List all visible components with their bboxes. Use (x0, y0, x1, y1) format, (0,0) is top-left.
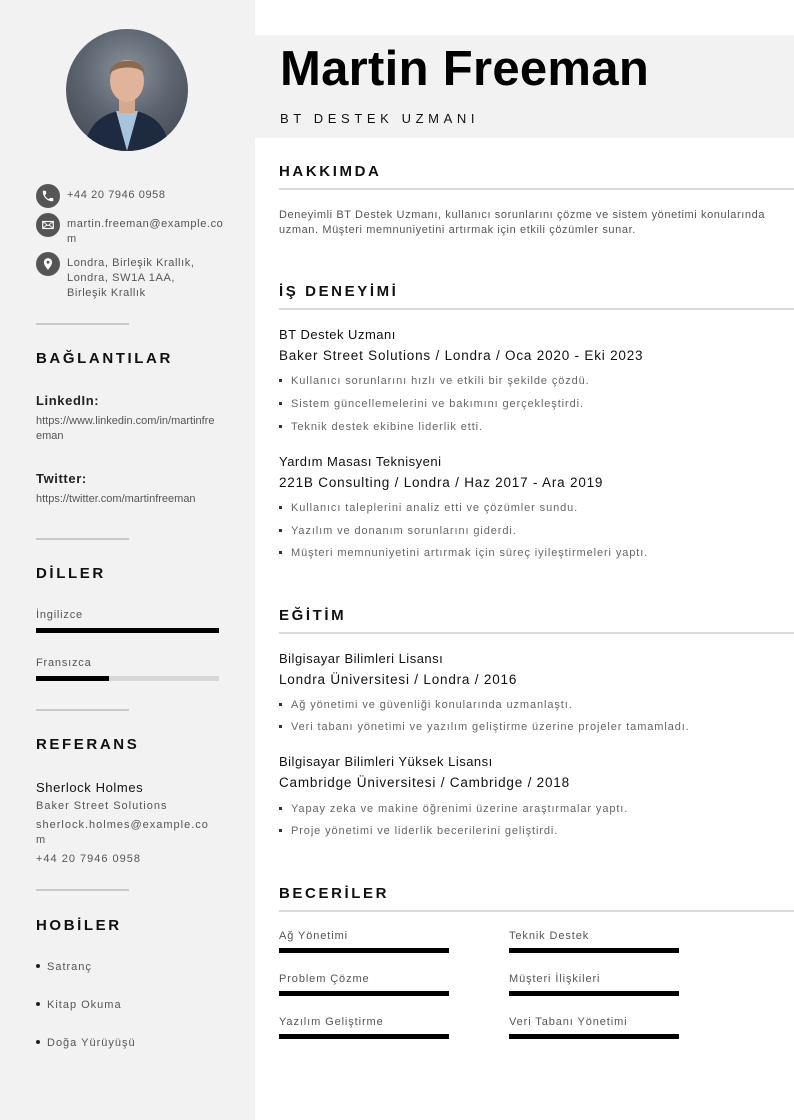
location-pin-icon (36, 252, 60, 276)
bullet-icon (279, 379, 282, 382)
bullet-icon (279, 506, 282, 509)
divider (36, 889, 129, 891)
profile-photo (66, 29, 188, 151)
experience-bullet: Yazılım ve donanım sorunlarını giderdi. (279, 525, 517, 537)
education-degree: Bilgisayar Bilimleri Yüksek Lisansı (279, 754, 493, 769)
section-divider (279, 632, 794, 634)
resume-header (255, 35, 794, 138)
about-text: Deneyimli BT Destek Uzmanı, kullanıcı sorunlarını çözme ve sistem yönetimi konularında uzman. Müşteri memnuniyetini artırmak için etkili çözümler sunar. (279, 209, 766, 236)
job-title: BT DESTEK UZMANI (280, 111, 480, 126)
skill-level-bar (509, 1034, 679, 1039)
section-divider (279, 910, 794, 912)
skill-level-bar (509, 991, 679, 996)
bullet-icon (279, 425, 282, 428)
experience-heading: İŞ DENEYİMİ (279, 283, 399, 300)
hobbies-heading: HOBİLER (36, 917, 122, 934)
twitter-label: Twitter: (36, 471, 87, 486)
bullet-icon (279, 529, 282, 532)
education-bullet: Veri tabanı yönetimi ve yazılım geliştirme üzerine projeler tamamladı. (279, 721, 690, 733)
experience-details: 221B Consulting / Londra / Haz 2017 - Ara 2019 (279, 475, 604, 490)
divider (36, 323, 129, 325)
divider (36, 538, 129, 540)
education-heading: EĞİTİM (279, 607, 347, 624)
skill-name: Ağ Yönetimi (279, 930, 349, 942)
education-details: Cambridge Üniversitesi / Cambridge / 2018 (279, 775, 570, 790)
full-name: Martin Freeman (280, 42, 650, 96)
experience-position: Yardım Masası Teknisyeni (279, 454, 442, 469)
phone-text: +44 20 7946 0958 (67, 189, 166, 201)
bullet-icon (279, 725, 282, 728)
contact-phone (36, 184, 226, 208)
experience-bullet: Kullanıcı sorunlarını hızlı ve etkili bir şekilde çözdü. (279, 375, 590, 387)
skill-name: Teknik Destek (509, 930, 590, 942)
language-name: İngilizce (36, 609, 83, 621)
contact-address (36, 252, 226, 301)
sidebar (0, 0, 255, 1120)
skill-name: Yazılım Geliştirme (279, 1016, 384, 1028)
bullet-icon (279, 807, 282, 810)
skill-level-bar (279, 948, 449, 953)
divider (36, 709, 129, 711)
bullet-icon (279, 402, 282, 405)
education-degree: Bilgisayar Bilimleri Lisansı (279, 651, 444, 666)
avatar (66, 29, 188, 151)
bullet-icon (36, 964, 40, 968)
linkedin-link[interactable]: https://www.linkedin.com/in/martinfreeman (36, 415, 215, 442)
reference-name: Sherlock Holmes (36, 780, 144, 795)
experience-details: Baker Street Solutions / Londra / Oca 2020 - Eki 2023 (279, 348, 644, 363)
language-level-bar (36, 628, 219, 633)
skill-level-bar (509, 948, 679, 953)
section-divider (279, 308, 794, 310)
education-bullet: Ağ yönetimi ve güvenliği konularında uzmanlaştı. (279, 699, 573, 711)
mail-icon (36, 213, 60, 237)
hobby-item: Kitap Okuma (36, 999, 122, 1011)
about-heading: HAKKIMDA (279, 163, 382, 180)
reference-phone: +44 20 7946 0958 (36, 853, 142, 865)
bullet-icon (36, 1040, 40, 1044)
linkedin-label: LinkedIn: (36, 393, 100, 408)
skill-level-bar (279, 991, 449, 996)
contact-email (36, 213, 226, 247)
skill-level-bar (279, 1034, 449, 1039)
bullet-icon (36, 1002, 40, 1006)
experience-position: BT Destek Uzmanı (279, 327, 396, 342)
skill-name: Müşteri İlişkileri (509, 973, 601, 985)
education-bullet: Proje yönetimi ve liderlik becerilerini geliştirdi. (279, 825, 558, 837)
reference-email[interactable]: sherlock.holmes@example.com (36, 819, 209, 846)
experience-bullet: Müşteri memnuniyetini artırmak için süreç iyileştirmeleri yaptı. (279, 547, 648, 559)
twitter-link[interactable]: https://twitter.com/martinfreeman (36, 493, 196, 505)
links-heading: BAĞLANTILAR (36, 350, 173, 367)
skills-heading: BECERİLER (279, 885, 390, 902)
skill-name: Problem Çözme (279, 973, 370, 985)
language-name: Fransızca (36, 657, 92, 669)
experience-bullet: Kullanıcı taleplerini analiz etti ve çözümler sundu. (279, 502, 578, 514)
experience-bullet: Teknik destek ekibine liderlik etti. (279, 421, 483, 433)
bullet-icon (279, 551, 282, 554)
education-details: Londra Üniversitesi / Londra / 2016 (279, 672, 518, 687)
skill-name: Veri Tabanı Yönetimi (509, 1016, 628, 1028)
bullet-icon (279, 703, 282, 706)
address-text: Londra, Birleşik Krallık, Londra, SW1A 1AA, Birleşik Krallık (67, 257, 195, 299)
language-level-bar (36, 676, 219, 681)
email-link[interactable]: martin.freeman@example.com (67, 218, 224, 245)
hobby-item: Doğa Yürüyüşü (36, 1037, 136, 1049)
bullet-icon (279, 829, 282, 832)
experience-bullet: Sistem güncellemelerini ve bakımını gerçekleştirdi. (279, 398, 584, 410)
hobby-item: Satranç (36, 961, 92, 973)
phone-icon (36, 184, 60, 208)
reference-company: Baker Street Solutions (36, 800, 168, 812)
references-heading: REFERANS (36, 736, 140, 753)
education-bullet: Yapay zeka ve makine öğrenimi üzerine araştırmalar yaptı. (279, 803, 628, 815)
languages-heading: DİLLER (36, 565, 106, 582)
section-divider (279, 188, 794, 190)
